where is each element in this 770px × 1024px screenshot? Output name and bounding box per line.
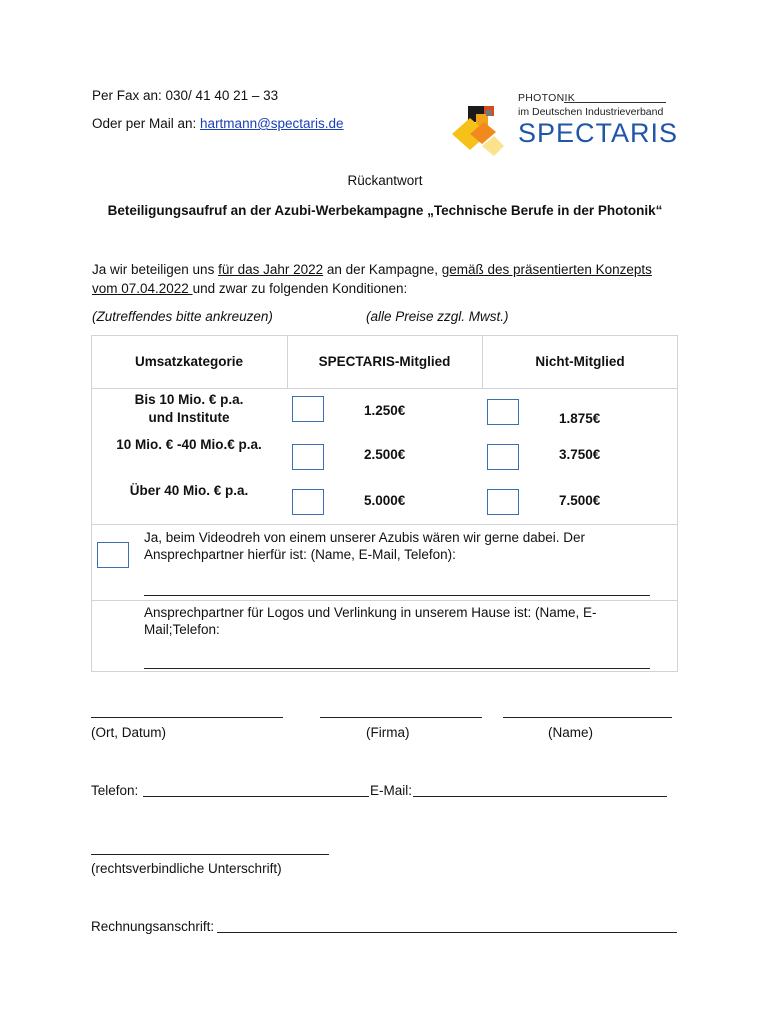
non-member-tier3-checkbox[interactable] [487,489,519,515]
invoice-field[interactable] [217,932,677,933]
logo-contact-field[interactable] [144,668,650,669]
table-divider [91,524,678,525]
header-member: SPECTARIS-Mitglied [318,354,451,369]
invoice-label: Rechnungsanschrift: [91,919,215,934]
campaign-subtitle: Beteiligungsaufruf an der Azubi-Werbekampagne „Technische Berufe in der Photonik“ [107,203,663,218]
place-date-field[interactable] [91,717,283,718]
member-price: 2.500€ [364,447,406,462]
contact-text-line: Ansprechpartner für Logos und Verlinkung in unserem Hause ist: (Name, E- [144,605,597,620]
logo-subline: im Deutschen Industrieverband [518,106,664,118]
intro-text [92,260,692,298]
logo-brand: SPECTARIS [518,118,679,148]
logo-photonik: PHOTONIK [518,92,576,104]
video-text-line: Ansprechpartner hierfür ist: (Name, E-Mail, Telefon): [144,547,456,562]
mail-link[interactable]: hartmann@spectaris.de [200,116,344,131]
member-price: 1.250€ [364,403,406,418]
spectaris-logo [446,88,679,168]
row-category: Über 40 Mio. € p.a. [129,483,249,498]
member-tier3-checkbox[interactable] [292,489,324,515]
fax-number: Per Fax an: 030/ 41 40 21 – 33 [92,88,279,103]
mail-prefix: Oder per Mail an: [92,116,201,131]
category-line: Bis 10 Mio. € p.a. [134,392,244,407]
company-label: (Firma) [366,725,410,740]
non-member-price: 7.500€ [559,493,601,508]
non-member-tier1-checkbox[interactable] [487,399,519,425]
hint-prices: (alle Preise zzgl. Mwst.) [366,309,509,324]
member-tier1-checkbox[interactable] [292,396,324,422]
header-category: Umsatzkategorie [134,354,244,369]
logo-mark-icon [446,88,526,168]
name-field[interactable] [503,717,672,718]
contact-text-line: Mail;Telefon: [144,622,220,637]
header-non-member: Nicht-Mitglied [535,354,625,369]
row-category [91,391,287,427]
phone-field[interactable] [143,796,369,797]
hint-check: (Zutreffendes bitte ankreuzen) [92,309,273,324]
non-member-tier2-checkbox[interactable] [487,444,519,470]
video-text [144,529,585,563]
phone-label: Telefon: [91,783,139,798]
intro-part: Ja wir beteiligen uns [92,262,219,277]
place-date-label: (Ort, Datum) [91,725,167,740]
intro-part: an der Kampagne, [323,262,442,277]
page-title: Rückantwort [347,173,423,188]
member-price: 5.000€ [364,493,406,508]
category-line: und Institute [148,410,230,425]
non-member-price: 1.875€ [559,411,601,426]
video-text-line: Ja, beim Videodreh von einem unserer Azubis wären wir gerne dabei. Der [144,530,585,545]
intro-date: vom 07.04.2022 [92,281,193,296]
video-contact-field[interactable] [144,595,650,596]
intro-part: und zwar zu folgenden Konditionen: [192,281,408,296]
row-category: 10 Mio. € -40 Mio.€ p.a. [116,437,262,452]
email-label: E-Mail: [370,783,413,798]
logo-divider [564,102,666,103]
non-member-price: 3.750€ [559,447,601,462]
intro-year: für das Jahr 2022 [218,262,324,277]
table-divider [91,388,678,389]
name-label: (Name) [548,725,594,740]
email-field[interactable] [413,796,667,797]
video-shoot-checkbox[interactable] [97,542,129,568]
member-tier2-checkbox[interactable] [292,444,324,470]
mail-line [92,116,344,131]
table-divider [91,600,678,601]
intro-concept: gemäß des präsentierten Konzepts [441,262,652,277]
signature-field[interactable] [91,854,329,855]
signature-label: (rechtsverbindliche Unterschrift) [91,861,282,876]
contact-text [144,604,596,638]
company-field[interactable] [320,717,482,718]
